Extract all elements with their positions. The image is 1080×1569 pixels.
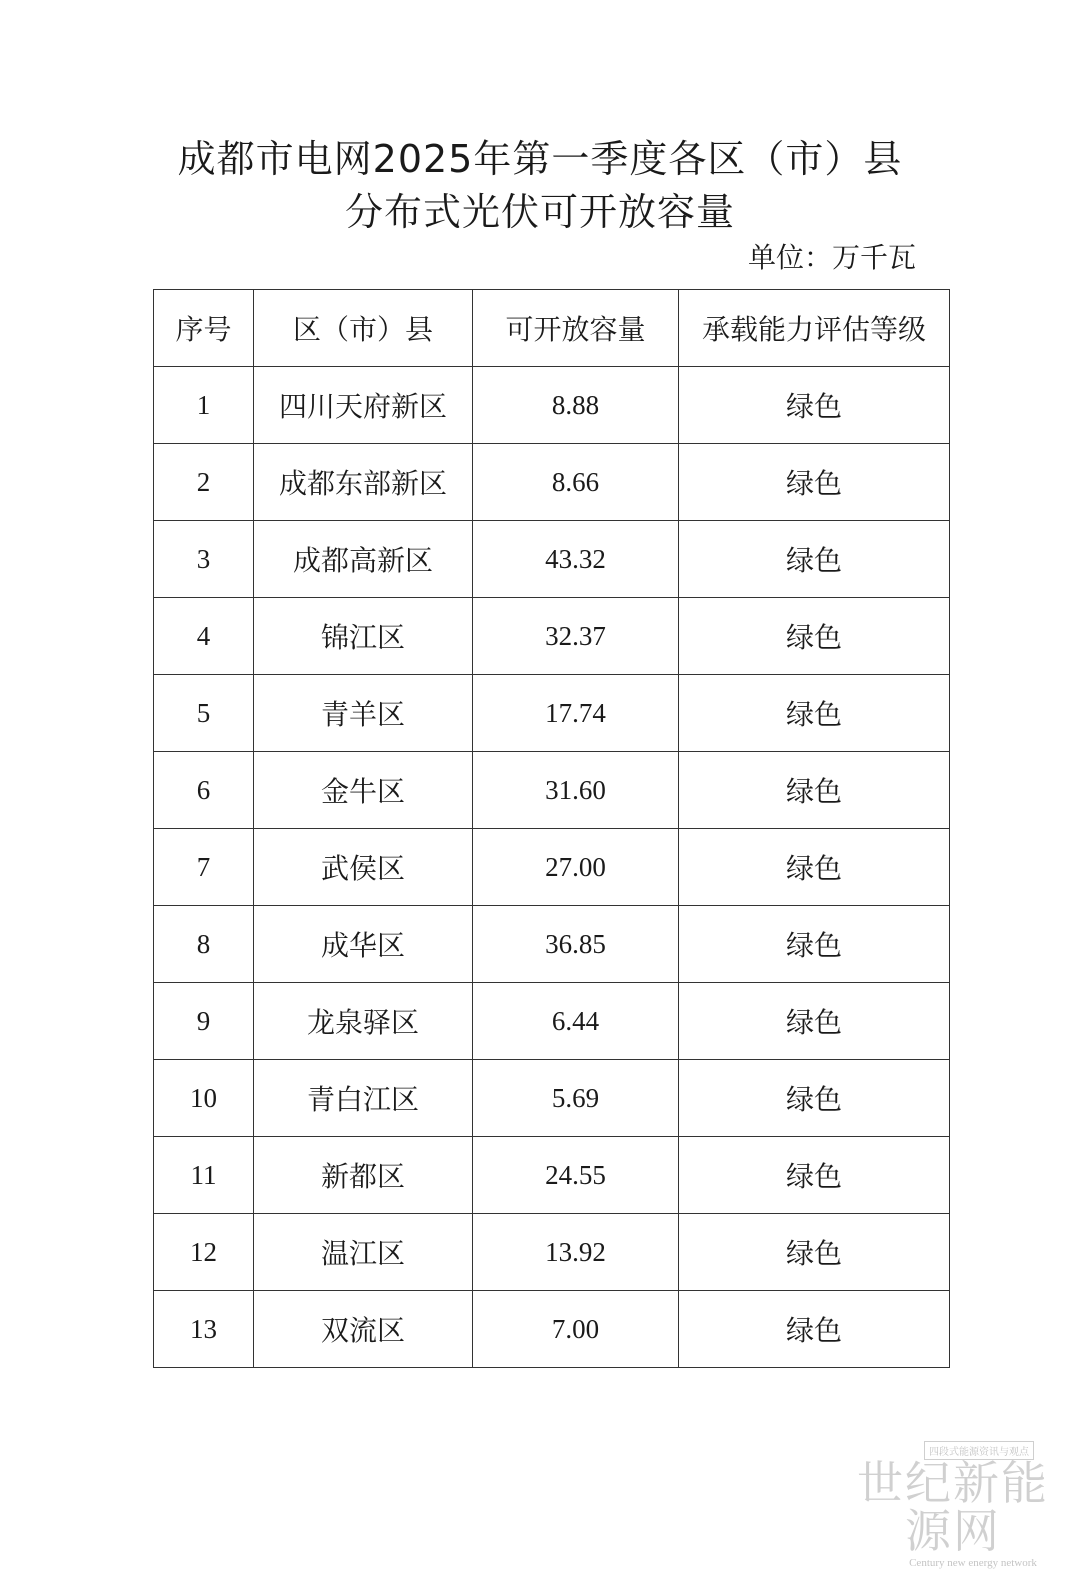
cell-seq: 3 bbox=[154, 521, 254, 598]
cell-seq: 1 bbox=[154, 367, 254, 444]
cell-district: 武侯区 bbox=[254, 829, 473, 906]
cell-seq: 5 bbox=[154, 675, 254, 752]
document-title-line1: 成都市电网2025年第一季度各区（市）县 bbox=[177, 137, 903, 181]
cell-district: 成都东部新区 bbox=[254, 444, 473, 521]
cell-seq: 2 bbox=[154, 444, 254, 521]
cell-district: 青白江区 bbox=[254, 1060, 473, 1137]
cell-grade: 绿色 bbox=[679, 367, 950, 444]
cell-capacity: 43.32 bbox=[473, 521, 679, 598]
cell-seq: 8 bbox=[154, 906, 254, 983]
unit-label: 单位：万千瓦 bbox=[747, 241, 916, 274]
cell-capacity: 27.00 bbox=[473, 829, 679, 906]
cell-capacity: 31.60 bbox=[473, 752, 679, 829]
cell-capacity: 17.74 bbox=[473, 675, 679, 752]
cell-capacity: 6.44 bbox=[473, 983, 679, 1060]
cell-district: 新都区 bbox=[254, 1137, 473, 1214]
cell-grade: 绿色 bbox=[679, 906, 950, 983]
table-row bbox=[154, 906, 950, 983]
table-row bbox=[154, 752, 950, 829]
cell-capacity: 5.69 bbox=[473, 1060, 679, 1137]
cell-capacity: 24.55 bbox=[473, 1137, 679, 1214]
table-row bbox=[154, 598, 950, 675]
cell-seq: 9 bbox=[154, 983, 254, 1060]
cell-capacity: 13.92 bbox=[473, 1214, 679, 1291]
cell-capacity: 32.37 bbox=[473, 598, 679, 675]
table-row bbox=[154, 521, 950, 598]
cell-grade: 绿色 bbox=[679, 1060, 950, 1137]
table-header-row bbox=[154, 290, 950, 367]
table-row bbox=[154, 829, 950, 906]
cell-grade: 绿色 bbox=[679, 752, 950, 829]
cell-grade: 绿色 bbox=[679, 675, 950, 752]
table-row bbox=[154, 983, 950, 1060]
cell-grade: 绿色 bbox=[679, 983, 950, 1060]
cell-grade: 绿色 bbox=[679, 1214, 950, 1291]
header-grade: 承载能力评估等级 bbox=[679, 290, 950, 367]
cell-grade: 绿色 bbox=[679, 1137, 950, 1214]
cell-seq: 10 bbox=[154, 1060, 254, 1137]
cell-district: 温江区 bbox=[254, 1214, 473, 1291]
cell-grade: 绿色 bbox=[679, 598, 950, 675]
cell-capacity: 36.85 bbox=[473, 906, 679, 983]
table-row bbox=[154, 1060, 950, 1137]
watermark-name: 世纪新能源网 bbox=[857, 1458, 1049, 1558]
cell-district: 成都高新区 bbox=[254, 521, 473, 598]
document-title-line2: 分布式光伏可开放容量 bbox=[344, 190, 735, 234]
cell-capacity: 8.88 bbox=[473, 367, 679, 444]
cell-grade: 绿色 bbox=[679, 1291, 950, 1368]
cell-district: 四川天府新区 bbox=[254, 367, 473, 444]
cell-district: 龙泉驿区 bbox=[254, 983, 473, 1060]
capacity-table bbox=[153, 289, 950, 1368]
cell-district: 青羊区 bbox=[254, 675, 473, 752]
cell-district: 锦江区 bbox=[254, 598, 473, 675]
cell-seq: 4 bbox=[154, 598, 254, 675]
header-capacity: 可开放容量 bbox=[473, 290, 679, 367]
cell-district: 成华区 bbox=[254, 906, 473, 983]
table-body bbox=[154, 367, 950, 1368]
table-row bbox=[154, 444, 950, 521]
table-row bbox=[154, 1137, 950, 1214]
header-district: 区（市）县 bbox=[254, 290, 473, 367]
cell-seq: 11 bbox=[154, 1137, 254, 1214]
cell-seq: 6 bbox=[154, 752, 254, 829]
cell-capacity: 7.00 bbox=[473, 1291, 679, 1368]
table-row bbox=[154, 367, 950, 444]
cell-seq: 12 bbox=[154, 1214, 254, 1291]
table-row bbox=[154, 1291, 950, 1368]
cell-grade: 绿色 bbox=[679, 444, 950, 521]
cell-district: 双流区 bbox=[254, 1291, 473, 1368]
cell-district: 金牛区 bbox=[254, 752, 473, 829]
watermark-caption: 四段式能源资讯与观点 bbox=[924, 1441, 1034, 1460]
cell-seq: 7 bbox=[154, 829, 254, 906]
table-row bbox=[154, 675, 950, 752]
cell-capacity: 8.66 bbox=[473, 444, 679, 521]
cell-seq: 13 bbox=[154, 1291, 254, 1368]
header-seq: 序号 bbox=[154, 290, 254, 367]
table-row bbox=[154, 1214, 950, 1291]
watermark-logo bbox=[838, 1440, 1068, 1569]
cell-grade: 绿色 bbox=[679, 521, 950, 598]
cell-grade: 绿色 bbox=[679, 829, 950, 906]
watermark-english: Century new energy network bbox=[909, 1556, 1037, 1569]
